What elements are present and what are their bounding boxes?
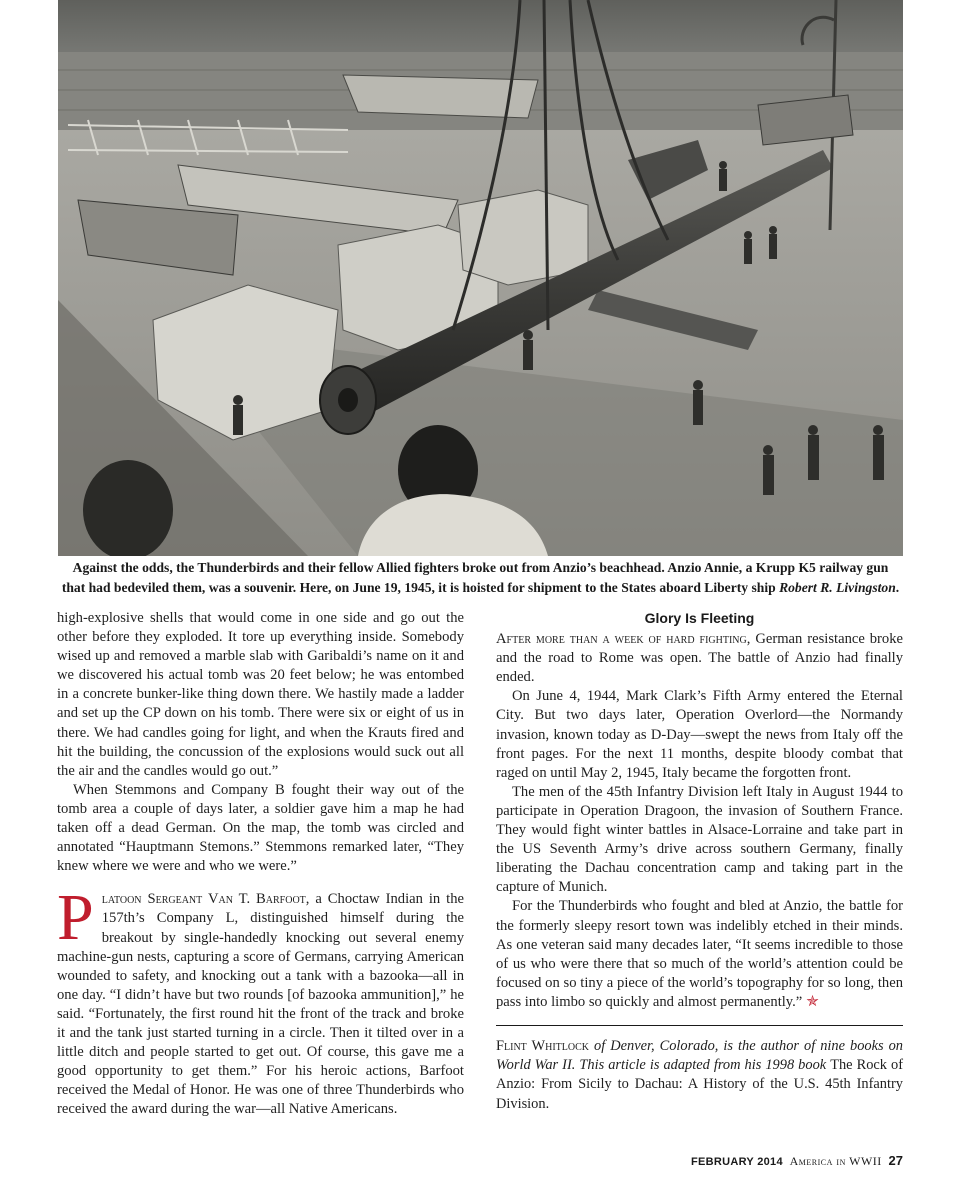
author-bio-end: . <box>545 1095 550 1112</box>
section-subhead: Glory Is Fleeting <box>644 610 755 626</box>
caption-line-2 <box>58 578 903 598</box>
right-paragraph-2: On June 4, 1944, Mark Clark’s Fifth Army entered the Eternal City. But two days later, Operation Overlord—the Normandy invasion, known today as D-Day—swept the news from Italy off the front pages. For the next 11 months, despite bloody combat that raged on until May 2, 1945, Italy became the forgotten front. <box>496 688 903 781</box>
issue-date: FEBRUARY 2014 <box>690 1156 783 1168</box>
author-name: Flint Whitlock <box>496 1037 589 1054</box>
magazine-name: America in WWII <box>789 1154 882 1168</box>
barfoot-lead-in: latoon Sergeant Van T. Barfoot <box>101 891 306 908</box>
glory-text: , German resistance broke and the road to Rome was open. The battle of Anzio had finally ended. <box>496 631 903 686</box>
closing-text: For the Thunderbirds who fought and bled at Anzio, the battle for the formerly sleepy resort town was indelibly etched in their minds. As one veteran said many decades later, “It seems incredible to those of us who were there that so much of the world’s attention could be focused on so tiny a piece of the world’s topography for so long, then pass into limbo so quickly and almost permanently.” <box>496 898 903 1010</box>
section-gap <box>57 876 464 890</box>
left-paragraph-1: high-explosive shells that would come in one side and go out the other before they exploded. It tore up everything inside. Somebody wised up and removed a marble slab with Garibaldi’s name on it and we discovered his actual tomb was 20 feet below; he was entombed in a concrete bunker-like thing down there. We hastily made a ladder and set up the CP down on his tomb. There were six or eight of us in there. We had candles going for light, and when the Krauts fired and hit the building, the concussion of the explosions would suck out all the air and the candles would go out.” <box>57 610 464 779</box>
glory-lead-in: After more than a week of hard fighting <box>496 631 747 648</box>
left-column <box>57 609 464 1119</box>
caption-ship-name: Robert R. Livingston <box>779 580 896 595</box>
caption-line-2-text: that had bedeviled them, was a souvenir. Here, on June 19, 1945, it is hoisted for shipment to the States aboard Liberty ship <box>61 580 780 595</box>
author-bio <box>496 1025 903 1114</box>
page-footer <box>691 1153 903 1169</box>
caption-line-1: Against the odds, the Thunderbirds and their fellow Allied fighters broke out from Anzio’s beachhead. Anzio Annie, a Krupp K5 railway gun <box>72 560 889 575</box>
author-bio-text <box>496 1037 903 1114</box>
hero-photo <box>58 0 903 556</box>
right-paragraph-1 <box>496 630 903 687</box>
page-number: 27 <box>888 1153 903 1168</box>
end-mark-icon: ✯ <box>806 993 819 1010</box>
right-paragraph-4 <box>496 897 903 1012</box>
drop-cap: P <box>57 881 94 955</box>
photo-caption <box>58 558 903 598</box>
left-paragraph-2: When Stemmons and Company B fought their way out of the tomb area a couple of days later, a soldier gave him a map he had taken off a dead German. On the map, the tomb was circled and annotated “Hauptmann Stemons.” Stemmons remarked later, “They knew where we were and who we were.” <box>57 781 464 875</box>
left-paragraph-3 <box>57 881 464 1119</box>
caption-end: . <box>895 580 900 595</box>
book-title: The Rock of Anzio: From Sicily to Dachau: A History of the U.S. 45th Infantry Division <box>496 1057 903 1112</box>
right-column <box>496 609 903 1114</box>
author-bio-1: of Denver, Colorado, is the author of nine books on World War II. This article is adapted from his 1998 book <box>496 1037 903 1074</box>
barfoot-text: , a Choctaw Indian in the 157th’s Company L, distinguished himself during the breakout by single-handedly knocking out several enemy machine-gun nests, capturing a score of Germans, carrying American wounded to safety, and knocking out a tank with a bazooka—all in one day. “I didn’t have but two rounds [of bazooka ammunition],” he said. “Fortunately, the first round hit the front of the track and broke it and the tank just started turning in a circle. Then it tilted over in a little ditch and people started to get out. Of course, this gave me a good opportunity to get them.” For his heroic actions, Barfoot received the Medal of Honor. He was one of three Thunderbirds who received the award during the war—all Native Americans. <box>57 891 464 1118</box>
right-paragraph-3: The men of the 45th Infantry Division left Italy in August 1944 to participate in Operation Dragoon, the invasion of Southern France. They would fight winter battles in Alsace-Lorraine and take part in the US Seventh Army’s drive across southern Germany, finally liberating the Dachau concentration camp and taking part in the capture of Munich. <box>496 783 903 896</box>
railway-gun-photo-illustration <box>58 0 903 556</box>
